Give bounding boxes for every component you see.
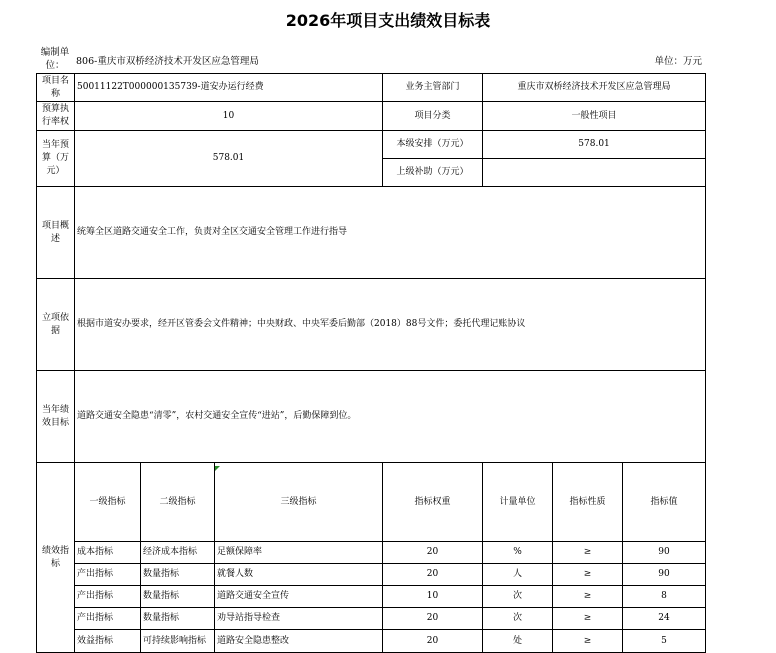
goal-label: 当年绩效目标 xyxy=(37,371,75,463)
row-level2: 数量指标 xyxy=(141,608,215,630)
local-budget-value: 578.01 xyxy=(483,131,706,159)
row-nature: ≥ xyxy=(553,608,623,630)
project-name-label: 项目名称 xyxy=(37,74,75,102)
budget-value: 578.01 xyxy=(75,131,383,187)
row-value: 24 xyxy=(623,608,706,630)
local-budget-label: 本级安排（万元） xyxy=(383,131,483,159)
row-unit: 次 xyxy=(483,608,553,630)
exec-rate-value: 10 xyxy=(75,102,383,131)
indicators-label: 绩效指标 xyxy=(37,463,75,653)
header-level2: 二级指标 xyxy=(141,463,215,542)
dept-label: 业务主管部门 xyxy=(383,74,483,102)
row-level1: 成本指标 xyxy=(75,542,141,564)
row-value: 5 xyxy=(623,630,706,653)
row-weight: 20 xyxy=(383,608,483,630)
row-nature: ≥ xyxy=(553,542,623,564)
header-nature: 指标性质 xyxy=(553,463,623,542)
row-weight: 20 xyxy=(383,564,483,586)
performance-table xyxy=(36,73,706,653)
row-level2: 经济成本指标 xyxy=(141,542,215,564)
category-value: 一般性项目 xyxy=(483,102,706,131)
row-unit: 处 xyxy=(483,630,553,653)
row-level3: 就餐人数 xyxy=(215,564,383,586)
subsidy-label: 上级补助（万元） xyxy=(383,159,483,187)
row-level3: 道路交通安全宣传 xyxy=(215,586,383,608)
basis-text: 根据市道安办要求，经开区管委会文件精神；中央财政、中央军委后勤部（2018）88号文件；委托代理记账协议 xyxy=(75,279,706,371)
row-weight: 20 xyxy=(383,542,483,564)
row-unit: 人 xyxy=(483,564,553,586)
dept-value: 重庆市双桥经济技术开发区应急管理局 xyxy=(483,74,706,102)
subsidy-value xyxy=(483,159,706,187)
basis-label: 立项依据 xyxy=(37,279,75,371)
row-weight: 20 xyxy=(383,630,483,653)
table-row xyxy=(37,630,706,653)
row-level3: 劝导站指导检查 xyxy=(215,608,383,630)
row-unit: 次 xyxy=(483,586,553,608)
category-label: 项目分类 xyxy=(383,102,483,131)
row-level1: 产出指标 xyxy=(75,586,141,608)
unit-label: 编制单位： xyxy=(40,47,70,71)
row-level2: 数量指标 xyxy=(141,586,215,608)
row-value: 90 xyxy=(623,542,706,564)
header-value: 指标值 xyxy=(623,463,706,542)
unit-value: 806-重庆市双桥经济技术开发区应急管理局 xyxy=(76,56,259,67)
overview-text: 统筹全区道路交通安全工作，负责对全区交通安全管理工作进行指导 xyxy=(75,187,706,279)
row-level1: 效益指标 xyxy=(75,630,141,653)
currency-unit: 单位：万元 xyxy=(654,56,702,67)
table-row xyxy=(37,608,706,630)
row-level1: 产出指标 xyxy=(75,608,141,630)
page-title: 2026年项目支出绩效目标表 xyxy=(285,11,491,30)
row-nature: ≥ xyxy=(553,630,623,653)
row-level1: 产出指标 xyxy=(75,564,141,586)
row-value: 8 xyxy=(623,586,706,608)
budget-label: 当年预算（万元） xyxy=(37,131,75,187)
header-weight: 指标权重 xyxy=(383,463,483,542)
row-value: 90 xyxy=(623,564,706,586)
table-row xyxy=(37,542,706,564)
row-nature: ≥ xyxy=(553,586,623,608)
header-level1: 一级指标 xyxy=(75,463,141,542)
row-level3: 道路安全隐患整改 xyxy=(215,630,383,653)
goal-text: 道路交通安全隐患“清零”，农村交通安全宣传“进站”，后勤保障到位。 xyxy=(75,371,706,463)
table-row xyxy=(37,586,706,608)
table-row xyxy=(37,564,706,586)
overview-label: 项目概述 xyxy=(37,187,75,279)
row-level2: 可持续影响指标 xyxy=(141,630,215,653)
row-level2: 数量指标 xyxy=(141,564,215,586)
row-nature: ≥ xyxy=(553,564,623,586)
header-level3: 三级指标 xyxy=(215,463,383,542)
row-level3: 足额保障率 xyxy=(215,542,383,564)
exec-rate-label: 预算执行率权 xyxy=(37,102,75,131)
row-weight: 10 xyxy=(383,586,483,608)
row-unit: % xyxy=(483,542,553,564)
header-unit: 计量单位 xyxy=(483,463,553,542)
comment-marker-icon xyxy=(215,466,220,471)
project-name-value: 50011122T000000135739-道安办运行经费 xyxy=(75,74,383,102)
